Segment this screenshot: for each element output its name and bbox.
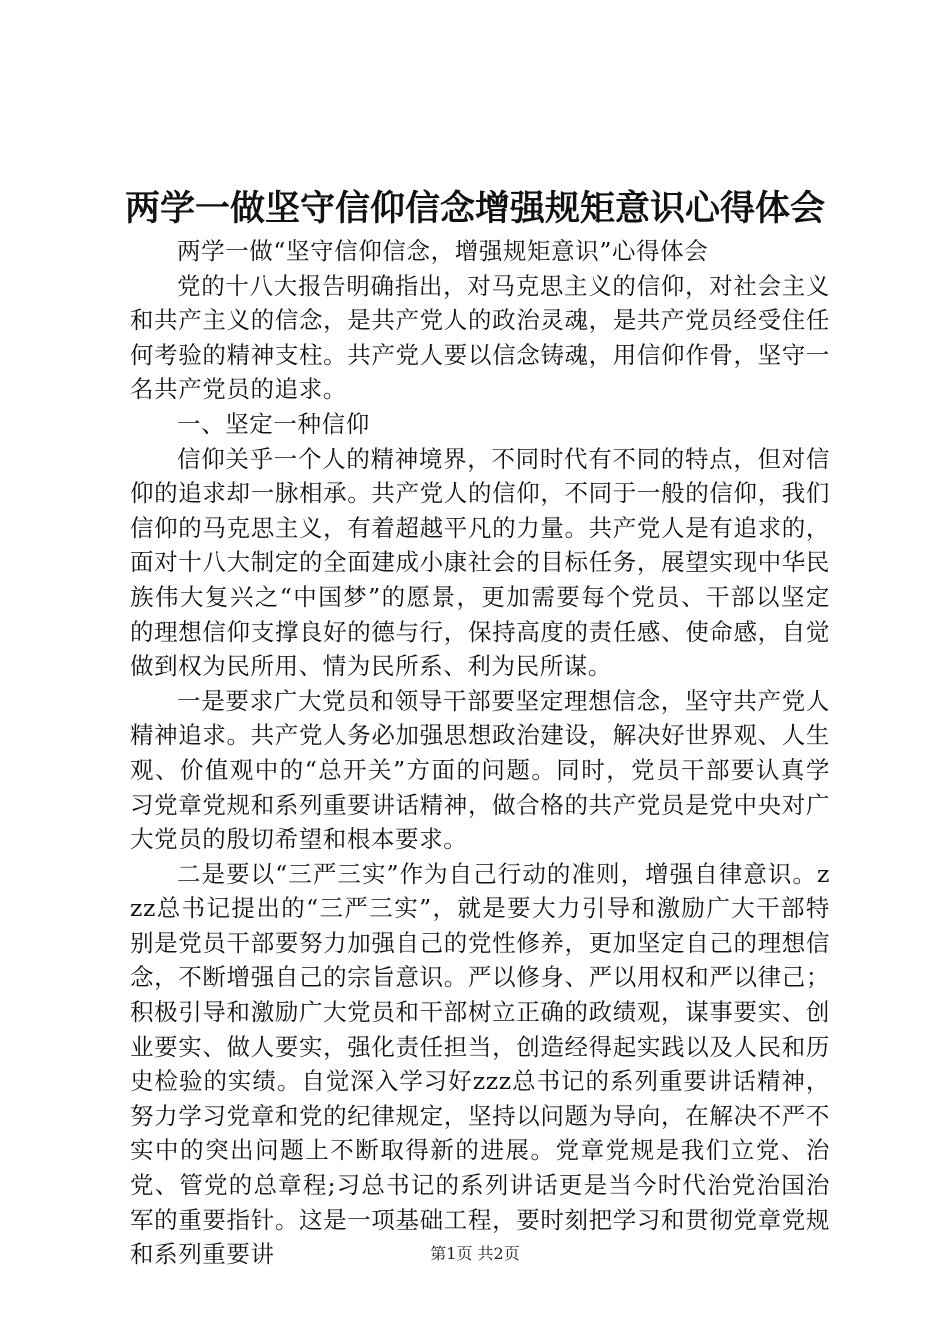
section-heading: 一、坚定一种信仰	[177, 409, 370, 438]
body-paragraph: 二是要以“三严三实”作为自己行动的准则，增强自律意识。zzz总书记提出的“三严三实”，就是要大力引导和激励广大干部特别是党员干部要努力加强自己的党性修养，更加坚定自己的理想信念，不断增强自己的宗旨意识。严以修身、严以用权和严以律己；积极引导和激励广大党员和干部树立正确的政绩观，谋事要实、创业要实、做人要实，强化责任担当，创造经得起实践以及人民和历史检验的实绩。自觉深入学习好zzz总书记的系列重要讲话精神，努力学习党章和党的纪律规定，坚持以问题为导向，在解决不严不实中的突出问题上不断取得新的进展。党章党规是我们立党、治党、管党的总章程;习总书记的系列讲话更是当今时代治党治国治军的重要指针。这是一项基础工程，要时刻把学习和贯彻党章党规和系列重要讲	[130, 859, 830, 1269]
document-title: 两学一做坚守信仰信念增强规矩意识心得体会	[124, 188, 825, 229]
page-footer: 第1页 共2页	[430, 1244, 520, 1263]
subtitle-paragraph: 两学一做“坚守信仰信念，增强规矩意识”心得体会	[177, 237, 709, 265]
body-paragraph: 信仰关乎一个人的精神境界，不同时代有不同的特点，但对信仰的追求却一脉相承。共产党人的信仰，不同于一般的信仰，我们信仰的马克思主义，有着超越平凡的力量。共产党人是有追求的，面对十八大制定的全面建成小康社会的目标任务，展望实现中华民族伟大复兴之“中国梦”的愿景，更加需要每个党员、干部以坚定的理想信仰支撑良好的德与行，保持高度的责任感、使命感，自觉做到权为民所用、情为民所系、利为民所谋。	[130, 444, 830, 681]
body-paragraph: 一是要求广大党员和领导干部要坚定理想信念，坚守共产党人精神追求。共产党人务必加强思想政治建设，解决好世界观、人生观、价值观中的“总开关”方面的问题。同时，党员干部要认真学习党章党规和系列重要讲话精神，做合格的共产党员是党中央对广大党员的殷切希望和根本要求。	[130, 686, 830, 854]
document-body	[130, 234, 830, 1272]
intro-paragraph: 党的十八大报告明确指出，对马克思主义的信仰，对社会主义和共产主义的信念，是共产党人的政治灵魂，是共产党员经受住任何考验的精神支柱。共产党人要以信念铸魂，用信仰作骨，坚守一名共产党员的追求。	[130, 271, 830, 404]
